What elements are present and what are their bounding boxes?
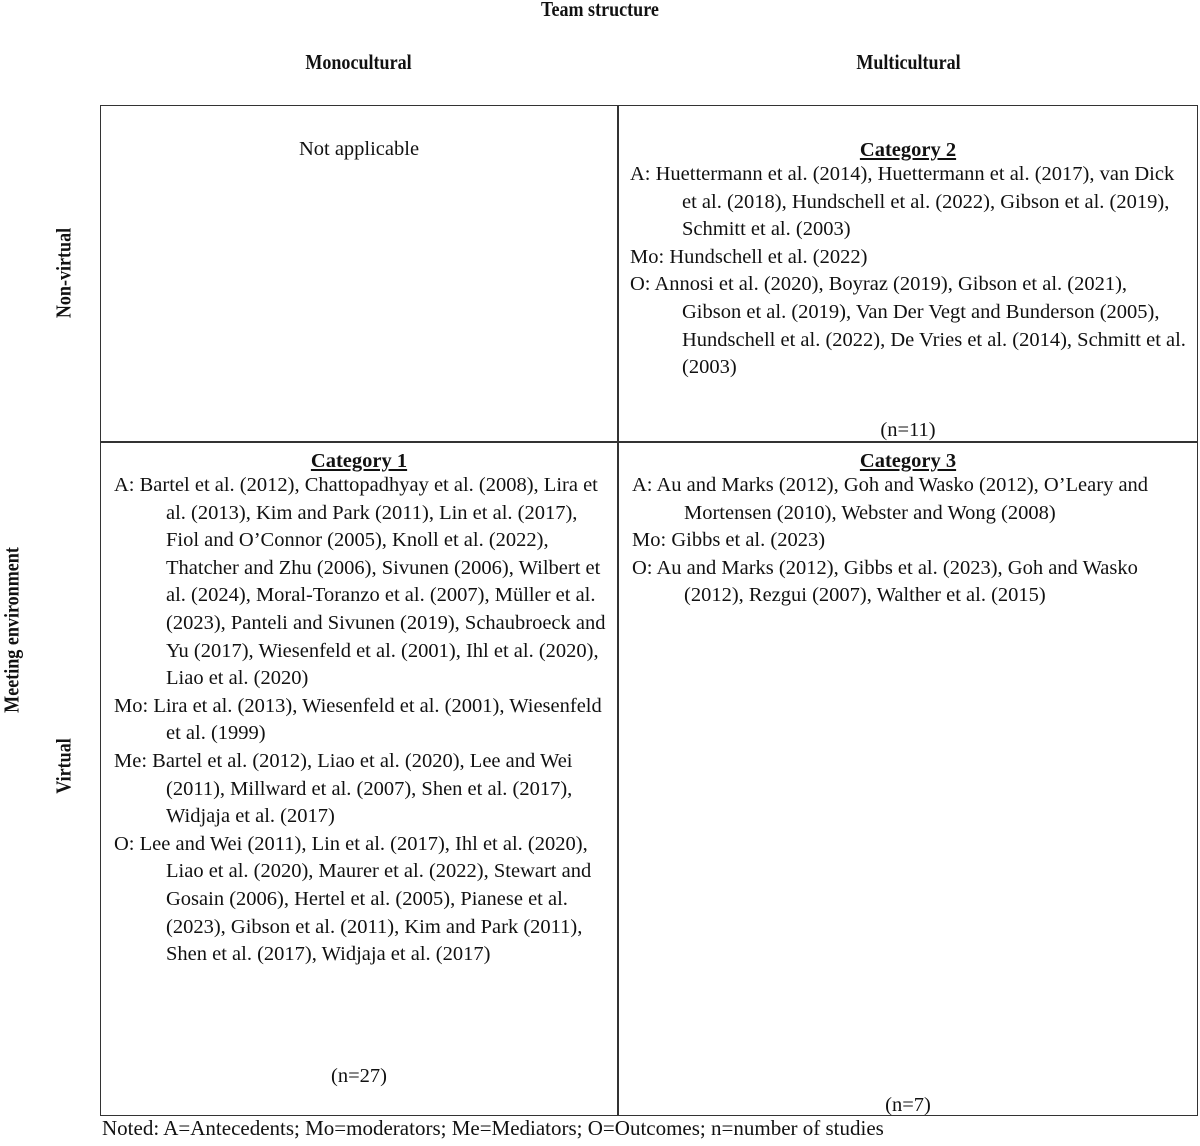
column-header-multicultural: Multicultural	[856, 50, 961, 74]
entry-text: Annosi et al. (2020), Boyraz (2019), Gibson et al. (2021), Gibson et al. (2019), Van Der Vegt and Bunderson (2005), Hundschell et al. (2022), De Vries et al. (2014), Schmitt et al. (2003)	[654, 273, 1186, 379]
category-3-outcomes	[632, 555, 1188, 610]
entry-prefix: O:	[632, 556, 653, 579]
entry-text: Huettermann et al. (2014), Huettermann et al. (2017), van Dick et al. (2018), Hundschell et al. (2022), Gibson et al. (2019), Schmitt et al. (2003)	[655, 163, 1175, 241]
entry-prefix: A:	[630, 163, 651, 185]
row-header-virtual: Virtual	[51, 738, 76, 794]
entry-prefix: Me:	[114, 749, 148, 772]
category-matrix	[100, 105, 1198, 1116]
category-2-antecedents	[630, 161, 1188, 244]
column-header-monocultural: Monocultural	[305, 50, 412, 74]
category-1-title: Category 1	[310, 450, 408, 472]
cell-category-3	[618, 450, 1198, 610]
entry-text: Lira et al. (2013), Wiesenfeld et al. (2001), Wiesenfeld et al. (1999)	[153, 694, 602, 745]
entry-text: Bartel et al. (2012), Liao et al. (2020), Lee and Wei (2011), Millward et al. (2007), Shen et al. (2017), Widjaja et al. (2017)	[152, 749, 573, 828]
category-3-antecedents	[632, 472, 1188, 527]
category-2-count: (n=11)	[880, 419, 936, 441]
entry-text: Au and Marks (2012), Goh and Wasko (2012), O’Leary and Mortensen (2010), Webster and Wong (2008)	[656, 474, 1149, 524]
category-1-outcomes	[114, 831, 609, 969]
cell-category-1	[101, 450, 617, 969]
entry-prefix: Mo:	[632, 529, 667, 552]
cell-nonvirtual-monocultural: Not applicable	[298, 138, 420, 160]
footnote: Noted: A=Antecedents; Mo=moderators; Me=Mediators; O=Outcomes; n=number of studies	[102, 1116, 884, 1140]
entry-text: Lee and Wei (2011), Lin et al. (2017), Ihl et al. (2020), Liao et al. (2020), Maurer et al. (2022), Stewart and Gosain (2006), Hertel et al. (2005), Pianese et al. (2023), Gibson et al. (2011), Kim and Park (2011), Shen et al. (2017), Widjaja et al. (2017)	[139, 832, 592, 966]
meeting-environment-axis-title: Meeting environment	[0, 547, 24, 713]
entry-text: Bartel et al. (2012), Chattopadhyay et al. (2008), Lira et al. (2013), Kim and Park (2011), Lin et al. (2017), Fiol and O’Connor (2005), Knoll et al. (2022), Thatcher and Zhu (2006), Sivunen (2006), Wilbert et al. (2024), Moral-Toranzo et al. (2007), Müller et al. (2023), Panteli and Sivunen (2019), Schaubroeck and Yu (2017), Wiesenfeld et al. (2001), Ihl et al. (2020), Liao et al. (2020)	[139, 474, 606, 690]
entry-text: Au and Marks (2012), Gibbs et al. (2023), Goh and Wasko (2012), Rezgui (2007), Walther et al. (2015)	[656, 556, 1138, 607]
entry-text: Gibbs et al. (2023)	[671, 529, 826, 552]
entry-prefix: A:	[632, 474, 653, 496]
entry-prefix: O:	[114, 832, 135, 855]
category-3-count: (n=7)	[885, 1094, 931, 1116]
entry-prefix: Mo:	[114, 694, 149, 717]
team-structure-title: Team structure	[541, 0, 659, 21]
category-2-title: Category 2	[859, 139, 957, 161]
category-3-moderators	[632, 527, 1188, 555]
cell-category-2	[618, 139, 1198, 382]
category-1-count: (n=27)	[331, 1065, 387, 1087]
category-2-outcomes	[630, 271, 1188, 381]
entry-prefix: O:	[630, 273, 651, 296]
category-1-antecedents	[114, 472, 609, 693]
entry-prefix: A:	[114, 474, 135, 496]
entry-prefix: Mo:	[630, 245, 665, 268]
row-header-non-virtual: Non-virtual	[51, 227, 76, 319]
category-1-moderators	[114, 693, 609, 748]
category-2-moderators	[630, 244, 1188, 272]
entry-text: Hundschell et al. (2022)	[669, 245, 868, 268]
category-1-mediators	[114, 748, 609, 831]
category-3-title: Category 3	[859, 450, 957, 472]
